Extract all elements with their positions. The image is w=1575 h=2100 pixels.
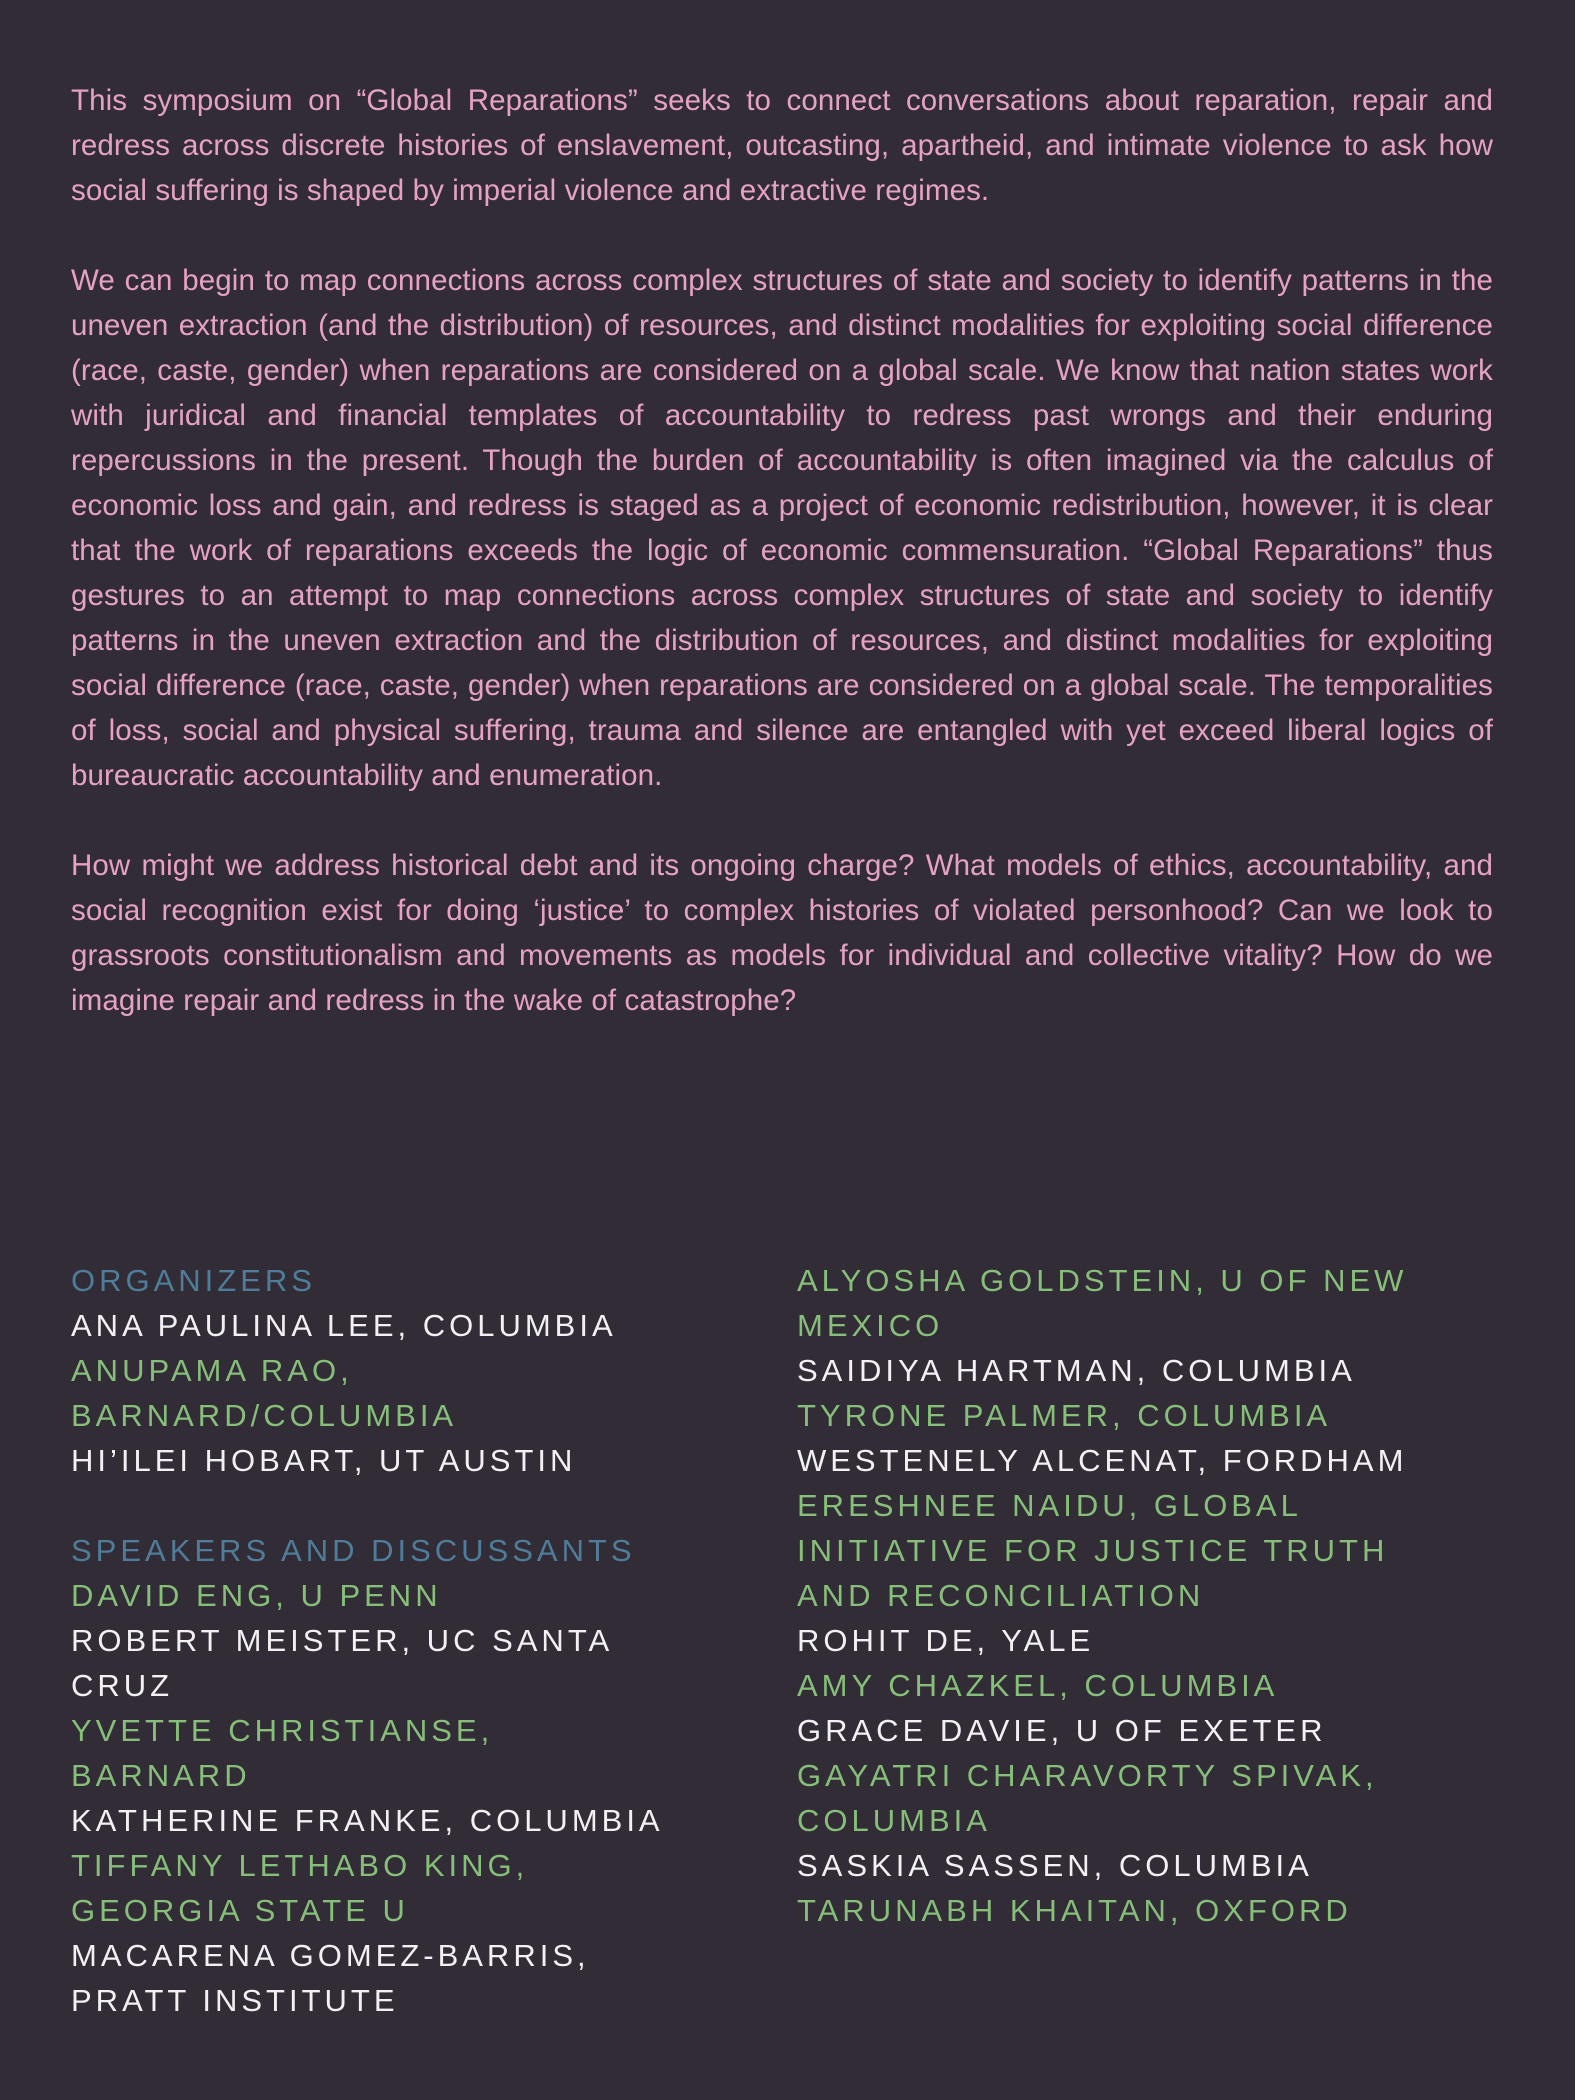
intro-paragraph: This symposium on “Global Reparations” seeks to connect conversations about reparation, repair and redress across discrete histories of enslavement, outcasting, apartheid, and intimate violence to ask how social suffering is shaped by imperial violence and extractive regimes. <box>71 84 1493 207</box>
speaker-name: ROHIT DE, YALE <box>797 1623 1095 1658</box>
speaker-name: KATHERINE FRANKE, COLUMBIA <box>71 1803 664 1838</box>
speaker-name: TARUNABH KHAITAN, OXFORD <box>797 1893 1352 1928</box>
organizer-name: ANA PAULINA LEE, COLUMBIA <box>71 1308 617 1343</box>
participants-right-column <box>797 1258 1493 2023</box>
speaker-name: AMY CHAZKEL, COLUMBIA <box>797 1668 1279 1703</box>
speaker-name: ERESHNEE NAIDU, GLOBAL INITIATIVE FOR JUSTICE TRUTH AND RECONCILIATION <box>797 1488 1389 1613</box>
speaker-name: MACARENA GOMEZ-BARRIS, PRATT INSTITUTE <box>71 1938 590 2018</box>
questions-paragraph: How might we address historical debt and its ongoing charge? What models of ethics, accountability, and social recognition exist for doing ‘justice’ to complex histories of violated personhood? Can we look to grassroots constitutionalism and movements as models for individual and collective vitality? How do we imagine repair and redress in the wake of catastrophe? <box>71 849 1493 1017</box>
participants-left-column <box>71 1258 797 2023</box>
speaker-name: GRACE DAVIE, U OF EXETER <box>797 1713 1327 1748</box>
speaker-name: TIFFANY LETHABO KING, GEORGIA STATE U <box>71 1848 529 1928</box>
organizer-name: ANUPAMA RAO, BARNARD/COLUMBIA <box>71 1353 458 1433</box>
speaker-name: ROBERT MEISTER, UC SANTA CRUZ <box>71 1623 614 1703</box>
speaker-name: SAIDIYA HARTMAN, COLUMBIA <box>797 1353 1356 1388</box>
context-paragraph: We can begin to map connections across complex structures of state and society to identify patterns in the uneven extraction (and the distribution) of resources, and distinct modalities for exploiting social difference (race, caste, gender) when reparations are considered on a global scale. We know that nation states work with juridical and financial templates of accountability to redress past wrongs and their enduring repercussions in the present. Though the burden of accountability is often imagined via the calculus of economic loss and gain, and redress is staged as a project of economic redistribution, however, it is clear that the work of reparations exceeds the logic of economic commensuration. “Global Reparations” thus gestures to an attempt to map connections across complex structures of state and society to identify patterns in the uneven extraction and the distribution of resources, and distinct modalities for exploiting social difference (race, caste, gender) when reparations are considered on a global scale. The temporalities of loss, social and physical suffering, trauma and silence are entangled with yet exceed liberal logics of bureaucratic accountability and enumeration. <box>71 264 1493 792</box>
section-spacer <box>71 1483 797 1528</box>
speaker-name: GAYATRI CHARAVORTY SPIVAK, COLUMBIA <box>797 1758 1378 1838</box>
speaker-name: DAVID ENG, U PENN <box>71 1578 442 1613</box>
speaker-name: TYRONE PALMER, COLUMBIA <box>797 1398 1332 1433</box>
organizers-heading: ORGANIZERS <box>71 1263 316 1298</box>
speaker-name: ALYOSHA GOLDSTEIN, U OF NEW MEXICO <box>797 1263 1408 1343</box>
speaker-name: WESTENELY ALCENAT, FORDHAM <box>797 1443 1408 1478</box>
speaker-name: YVETTE CHRISTIANSE, BARNARD <box>71 1713 494 1793</box>
speakers-heading: SPEAKERS AND DISCUSSANTS <box>71 1533 636 1568</box>
organizer-name: HI’ILEI HOBART, UT AUSTIN <box>71 1443 577 1478</box>
speaker-name: SASKIA SASSEN, COLUMBIA <box>797 1848 1313 1883</box>
participants-section <box>71 1258 1493 2023</box>
